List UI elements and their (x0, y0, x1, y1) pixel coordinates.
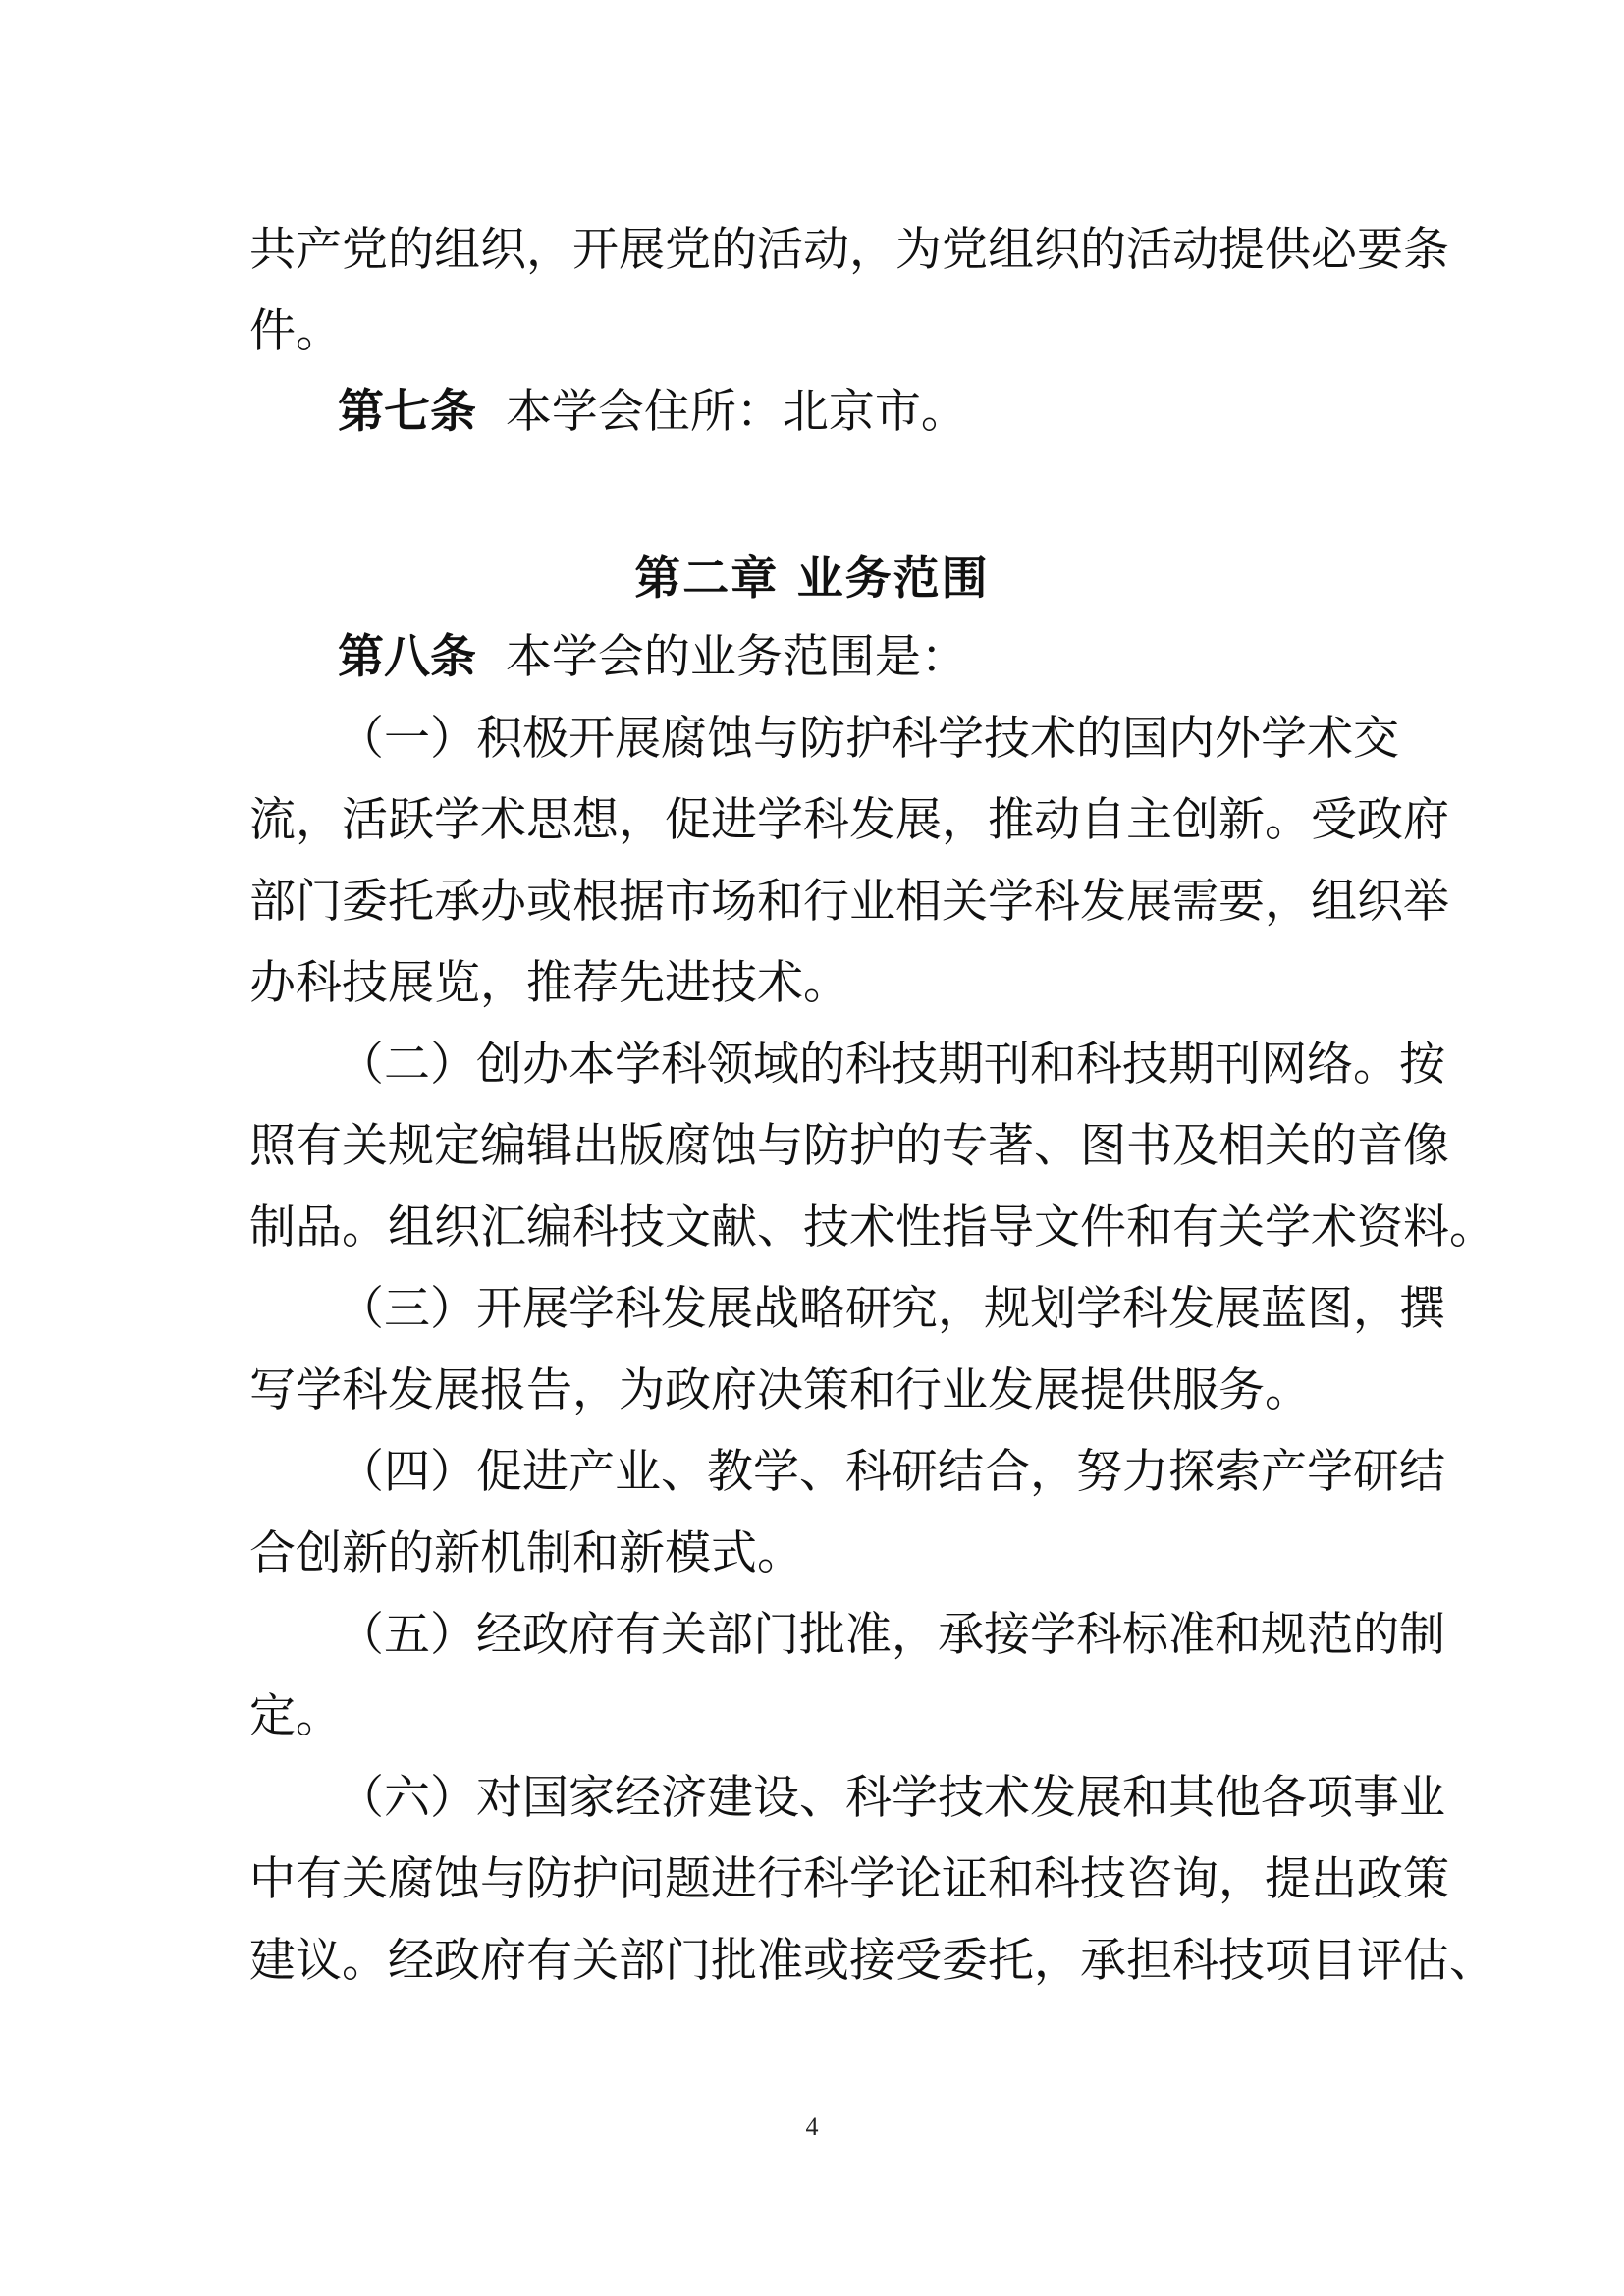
paragraph-line: （四）促进产业、教学、科研结合，努力探索产学研结 (338, 1445, 1445, 1499)
paragraph-line: 建议。经政府有关部门批准或接受委托，承担科技项目评估、 (249, 1934, 1495, 1988)
page-number: 4 (805, 2112, 819, 2141)
paragraph-line: 中有关腐蚀与防护问题进行科学论证和科技咨询，提出政策 (249, 1852, 1449, 1906)
paragraph-line: 办科技展览，推荐先进技术。 (249, 956, 849, 1010)
paragraph-line: 定。 (249, 1689, 342, 1743)
paragraph-line: （五）经政府有关部门批准，承接学科标准和规范的制 (338, 1608, 1445, 1662)
article-text: 本学会住所：北京市。 (505, 385, 967, 439)
paragraph-line: 流，活跃学术思想，促进学科发展，推动自主创新。受政府 (249, 793, 1449, 847)
paragraph-line: （六）对国家经济建设、科学技术发展和其他各项事业 (338, 1771, 1445, 1825)
article-8 (338, 628, 1384, 687)
article-heading: 第八条 (338, 630, 476, 684)
paragraph-line: 部门委托承办或根据市场和行业相关学科发展需要，组织举 (249, 875, 1449, 929)
paragraph-line: 件。 (249, 304, 342, 358)
paragraph-line: （二）创办本学科领域的科技期刊和科技期刊网络。按 (338, 1038, 1445, 1092)
chapter-title: 第二章 业务范围 (634, 552, 990, 606)
paragraph-line: 共产党的组织，开展党的活动，为党组织的活动提供必要条 (249, 223, 1449, 277)
article-heading: 第七条 (338, 385, 476, 439)
paragraph-line: （一）积极开展腐蚀与防护科学技术的国内外学术交 (338, 712, 1399, 766)
paragraph-line: 制品。组织汇编科技文献、技术性指导文件和有关学术资料。 (249, 1201, 1495, 1255)
paragraph-line: 照有关规定编辑出版腐蚀与防护的专著、图书及相关的音像 (249, 1119, 1449, 1173)
paragraph-line: （三）开展学科发展战略研究，规划学科发展蓝图，撰 (338, 1282, 1445, 1336)
paragraph-line: 写学科发展报告，为政府决策和行业发展提供服务。 (249, 1363, 1311, 1417)
article-text: 本学会的业务范围是： (505, 630, 967, 684)
article-7 (338, 383, 1384, 442)
paragraph-line: 合创新的新机制和新模式。 (249, 1526, 803, 1580)
